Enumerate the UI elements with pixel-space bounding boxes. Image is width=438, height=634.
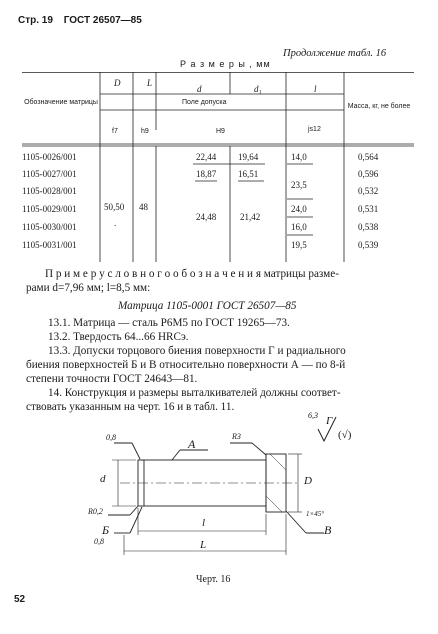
col-mass-header: Масса, кг, не более	[347, 103, 411, 110]
table-continuation: Продолжение табл. 16	[283, 48, 387, 59]
label-l: l	[202, 517, 206, 529]
row-designation: 1105-0031/001	[22, 240, 77, 250]
row-mass: 0,564	[358, 152, 379, 162]
tol-l: js12	[308, 126, 321, 133]
row-designation: 1105-0028/001	[22, 186, 77, 196]
row-mass: 0,596	[358, 169, 379, 179]
dot-mark: .	[114, 218, 117, 228]
standard-code: ГОСТ 26507—85	[63, 15, 142, 26]
col-d-header: d	[197, 84, 202, 94]
row-d1: 16,51	[238, 169, 259, 179]
example-designation: Матрица 1105-0001 ГОСТ 26507—85	[118, 300, 297, 312]
example-heading: П р и м е р у с л о в н о г о о б о з н а ч е н и я матрицы разме-	[45, 268, 339, 280]
row-l: 24,0	[291, 204, 307, 214]
label-08-top: 0,8	[106, 433, 116, 442]
example-line2: рами d=7,96 мм; l=8,5 мм:	[26, 282, 151, 294]
row-l: 14,0	[291, 152, 307, 162]
paragraph-13-3: 13.3. Допуски торцового биения поверхности Г и радиального	[48, 345, 346, 357]
page-number: 52	[14, 594, 26, 605]
label-R02: R0,2	[88, 507, 103, 516]
sizes-caption: Р а з м е р ы , мм	[180, 59, 271, 69]
label-D: D	[304, 475, 312, 487]
row-mass: 0,531	[358, 204, 379, 214]
row-l: 19,5	[291, 240, 307, 250]
paragraph-13-3-line3: степени точности ГОСТ 24643—81.	[26, 373, 198, 385]
row-l: 16,0	[291, 222, 307, 232]
col-D-header: D	[114, 78, 121, 88]
tolerance-field-label: Поле допуска	[182, 99, 227, 106]
tol-D: f7	[112, 128, 118, 135]
row-designation: 1105-0030/001	[22, 222, 77, 232]
col-l-header: l	[314, 84, 317, 94]
label-B: Б	[102, 523, 110, 537]
row-mass: 0,539	[358, 240, 379, 250]
paragraph-13-2: 13.2. Твердость 64...66 HRCэ.	[48, 331, 189, 343]
paragraph-14: 14. Конструкция и размеры выталкивателей должны соответ-	[48, 387, 341, 399]
label-08-bottom: 0,8	[94, 537, 104, 546]
row-designation: 1105-0029/001	[22, 204, 77, 214]
merged-d-value: 24,48	[196, 212, 217, 222]
col-d1-header: d₁	[254, 84, 262, 94]
row-designation: 1105-0026/001	[22, 152, 77, 162]
label-d: d	[100, 473, 106, 485]
paragraph-13-1: 13.1. Матрица — сталь Р6М5 по ГОСТ 19265—73.	[48, 317, 290, 329]
label-L: L	[200, 539, 207, 551]
row-d: 18,87	[196, 169, 217, 179]
figure-caption: Черт. 16	[196, 574, 231, 585]
page-label: Стр. 19	[18, 15, 53, 26]
row-d: 22,44	[196, 152, 217, 162]
page-header	[18, 15, 142, 26]
roughness-value: 6,3	[308, 411, 318, 420]
merged-l-value: 23,5	[291, 180, 307, 190]
row-d1: 19,64	[238, 152, 259, 162]
row-mass: 0,538	[358, 222, 379, 232]
col-L-header: L	[147, 78, 153, 88]
row-mass: 0,532	[358, 186, 379, 196]
merged-d1-value: 21,42	[240, 212, 261, 222]
col-designation-header: Обозначение матрицы	[24, 99, 98, 106]
label-R3: R3	[232, 432, 241, 441]
paragraph-13-3-line2: биения поверхностей Б и В относительно поверхности А — по 8-й	[26, 359, 346, 371]
label-A: А	[188, 437, 196, 451]
tol-L: h9	[141, 128, 149, 135]
label-G: Г	[326, 415, 333, 427]
merged-L-value: 48	[139, 202, 148, 212]
label-V: В	[324, 523, 332, 537]
roughness-paren: (√)	[338, 429, 352, 441]
paragraph-14-line2: ствовать указанным на черт. 16 и в табл. 11.	[26, 401, 235, 413]
tol-d: H9	[216, 128, 225, 135]
row-designation: 1105-0027/001	[22, 169, 77, 179]
label-chamfer: 1×45°	[306, 510, 325, 518]
merged-D-value: 50,50	[104, 202, 125, 212]
technical-drawing	[80, 411, 360, 565]
ejector-drawing	[80, 415, 360, 565]
